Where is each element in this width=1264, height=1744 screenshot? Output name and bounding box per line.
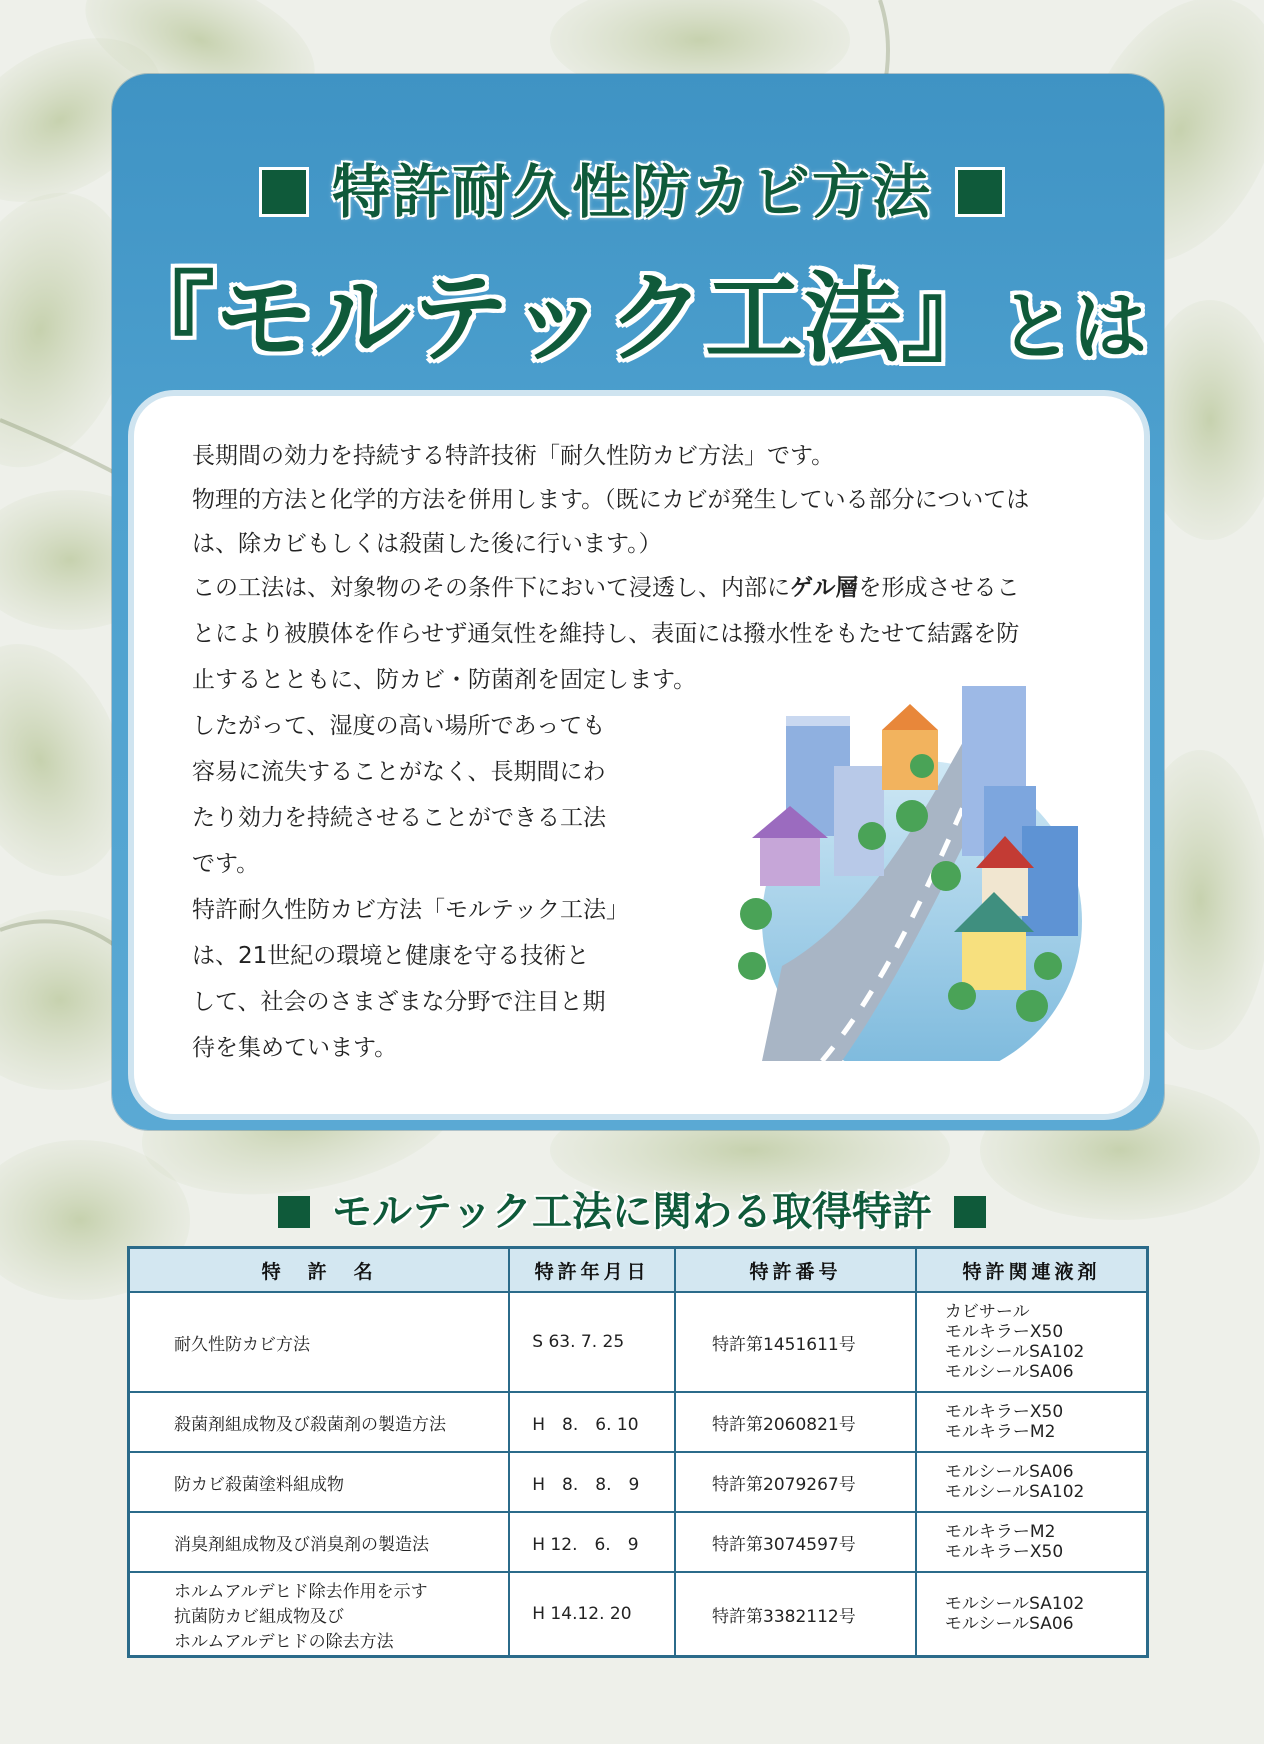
body-text: この工法は、対象物のその条件下において浸透し、内部に xyxy=(192,575,790,601)
body-line: とにより被膜体を作らせず通気性を維持し、表面には撥水性をもたせて結露を防 xyxy=(192,621,1020,647)
patent-agents-cell xyxy=(916,1572,1148,1657)
patent-date-cell: S 63. 7. 25 xyxy=(509,1292,675,1392)
body-line: たり効力を持続させることができる工法 xyxy=(192,805,606,831)
agent-name: モルキラーM2 xyxy=(944,1422,1056,1442)
patent-name-cell xyxy=(129,1292,510,1392)
table-row xyxy=(129,1512,1148,1572)
patent-agents-cell xyxy=(916,1512,1148,1572)
patent-name: 耐久性防カビ方法 xyxy=(174,1334,310,1355)
patent-number-cell: 特許第2079267号 xyxy=(675,1452,916,1512)
body-line: 止するとともに、防カビ・防菌剤を固定します。 xyxy=(192,667,697,693)
patent-name-cell xyxy=(129,1512,510,1572)
patents-section-title xyxy=(0,1180,1264,1237)
table-row xyxy=(129,1292,1148,1392)
square-bullet-icon xyxy=(262,170,306,214)
column-header: 特許関連液剤 xyxy=(916,1248,1148,1293)
agent-name: モルシールSA102 xyxy=(944,1342,1085,1362)
body-line: 待を集めています。 xyxy=(192,1035,398,1061)
agent-name: モルシールSA102 xyxy=(944,1482,1085,1502)
agent-name: モルキラーM2 xyxy=(944,1522,1056,1542)
title-main: 『モルテック工法』 xyxy=(116,262,999,376)
patent-agents-cell xyxy=(916,1452,1148,1512)
body-line: したがって、湿度の高い場所であっても xyxy=(192,713,606,739)
table-row xyxy=(129,1392,1148,1452)
body-line: 特許耐久性防カビ方法「モルテック工法」 xyxy=(192,897,629,923)
column-header: 特許年月日 xyxy=(509,1248,675,1293)
agent-name: モルキラーX50 xyxy=(944,1402,1064,1422)
title-suffix: とは xyxy=(999,284,1147,370)
body-line: は、除カビもしくは殺菌した後に行います。） xyxy=(192,531,662,557)
square-bullet-icon xyxy=(278,1196,310,1228)
city-illustration xyxy=(722,666,1102,1061)
patent-name: 殺菌剤組成物及び殺菌剤の製造方法 xyxy=(174,1414,446,1435)
patent-number-cell: 特許第3382112号 xyxy=(675,1572,916,1657)
column-header: 特 許 名 xyxy=(129,1248,510,1293)
agent-name: モルシールSA06 xyxy=(944,1362,1074,1382)
agent-name: モルシールSA102 xyxy=(944,1594,1085,1614)
patent-name: ホルムアルデヒドの除去方法 xyxy=(174,1631,394,1652)
patents-table xyxy=(127,1246,1149,1658)
patent-name-cell xyxy=(129,1452,510,1512)
patent-name: 消臭剤組成物及び消臭剤の製造法 xyxy=(174,1534,429,1555)
patent-date-cell: H 8. 8. 9 xyxy=(509,1452,675,1512)
patent-number-cell: 特許第1451611号 xyxy=(675,1292,916,1392)
agent-name: モルシールSA06 xyxy=(944,1614,1074,1634)
patent-name-cell xyxy=(129,1572,510,1657)
square-bullet-icon xyxy=(954,1196,986,1228)
body-line: です。 xyxy=(192,851,260,877)
body-line: は、21世紀の環境と健康を守る技術と xyxy=(192,943,590,969)
patent-agents-cell xyxy=(916,1292,1148,1392)
body-line: 物理的方法と化学的方法を併用します。（既にカビが発生している部分については xyxy=(192,487,1030,513)
body-text: を形成させるこ xyxy=(858,575,1020,601)
body-line xyxy=(192,568,1020,608)
agent-name: カビサール xyxy=(944,1302,1030,1322)
patent-name-cell xyxy=(129,1392,510,1452)
patent-name: 防カビ殺菌塗料組成物 xyxy=(174,1474,344,1495)
patent-name: 抗菌防カビ組成物及び xyxy=(174,1606,344,1627)
table-row xyxy=(129,1572,1148,1657)
body-bold-text: ゲル層 xyxy=(790,575,859,601)
square-bullet-icon xyxy=(958,170,1002,214)
agent-name: モルキラーX50 xyxy=(944,1542,1064,1562)
agent-name: モルキラーX50 xyxy=(944,1322,1064,1342)
body-line: して、社会のさまざまな分野で注目と期 xyxy=(192,989,606,1015)
patent-date-cell: H 8. 6. 10 xyxy=(509,1392,675,1452)
agent-name: モルシールSA06 xyxy=(944,1462,1074,1482)
column-header: 特許番号 xyxy=(675,1248,916,1293)
page-title xyxy=(0,240,1264,381)
body-line: 容易に流失することがなく、長期間にわ xyxy=(192,759,606,785)
patent-name: ホルムアルデヒド除去作用を示す xyxy=(174,1581,428,1602)
patent-number-cell: 特許第3074597号 xyxy=(675,1512,916,1572)
patents-title-text: モルテック工法に関わる取得特許 xyxy=(332,1189,932,1235)
table-header-row xyxy=(129,1248,1148,1293)
table-row xyxy=(129,1452,1148,1512)
subtitle xyxy=(0,145,1264,229)
patent-date-cell: H 14.12. 20 xyxy=(509,1572,675,1657)
patent-number-cell: 特許第2060821号 xyxy=(675,1392,916,1452)
patent-date-cell: H 12. 6. 9 xyxy=(509,1512,675,1572)
patent-agents-cell xyxy=(916,1392,1148,1452)
body-line: 長期間の効力を持続する特許技術「耐久性防カビ方法」です。 xyxy=(192,443,835,469)
subtitle-text: 特許耐久性防カビ方法 xyxy=(331,158,932,226)
